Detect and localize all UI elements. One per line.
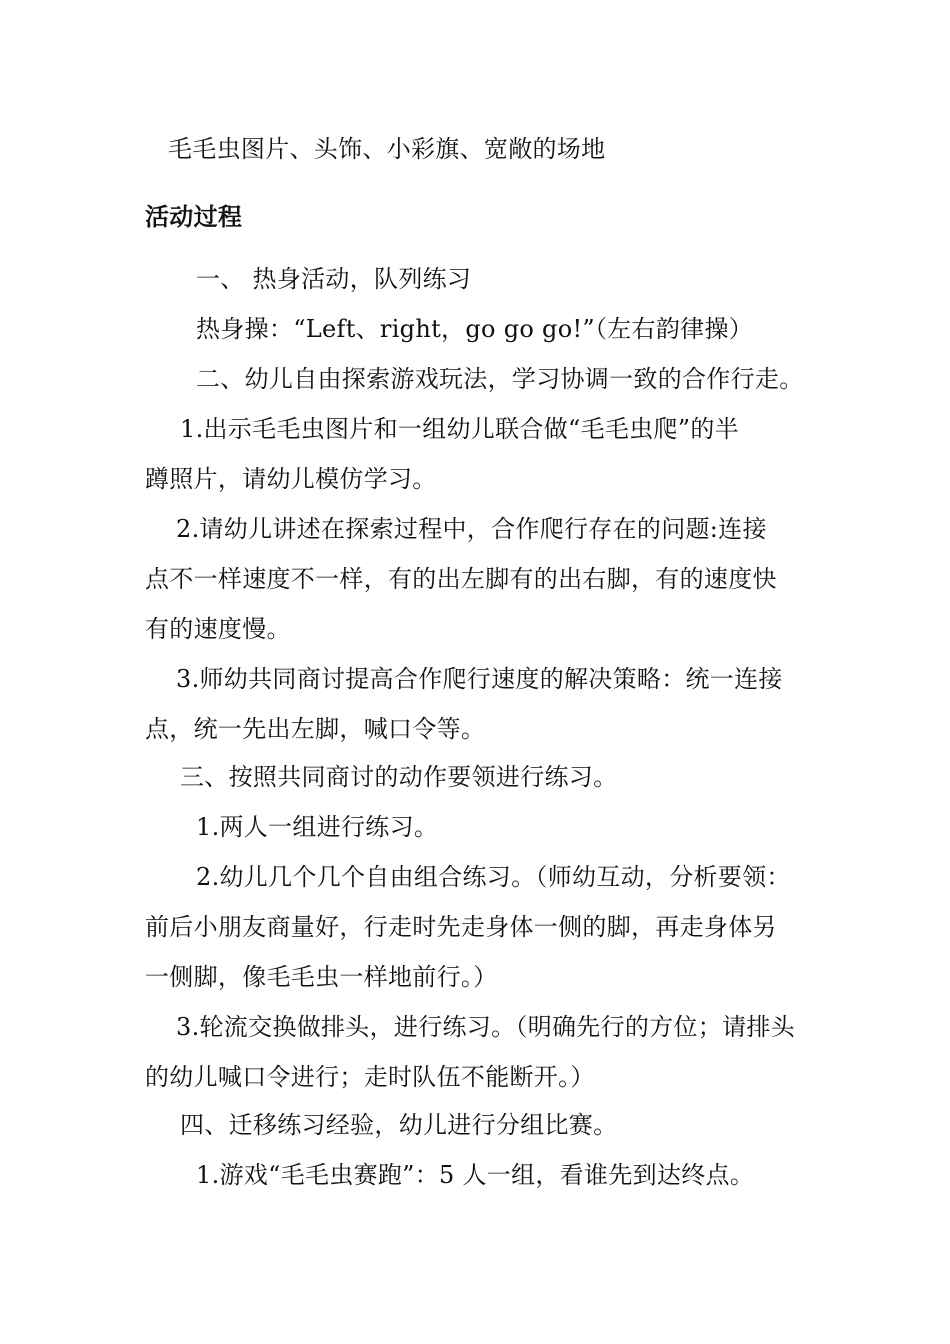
- paragraph-line: 的幼儿喊口令进行；走时队伍不能断开。）: [145, 1063, 595, 1091]
- paragraph-line: 一侧脚，像毛毛虫一样地前行。）: [145, 963, 498, 991]
- paragraph-line: 二、幼儿自由探索游戏玩法，学习协调一致的合作行走。: [196, 365, 804, 393]
- paragraph-line: 3.师幼共同商讨提高合作爬行速度的解决策略：统一连接: [176, 665, 783, 693]
- paragraph-line: 热身操：“Left、right，go go go!”（左右韵律操）: [196, 315, 754, 343]
- paragraph-line: 2.幼儿几个几个自由组合练习。（师幼互动，分析要领：: [196, 863, 791, 891]
- paragraph-line: 一、 热身活动，队列练习: [196, 265, 472, 293]
- paragraph-line: 1.游戏“毛毛虫赛跑”：5 人一组，看谁先到达终点。: [196, 1161, 755, 1189]
- paragraph-line: 2.请幼儿讲述在探索过程中，合作爬行存在的问题:连接: [176, 515, 767, 543]
- paragraph-line: 有的速度慢。: [145, 615, 291, 643]
- paragraph-line: 前后小朋友商量好，行走时先走身体一侧的脚，再走身体另: [145, 913, 777, 941]
- paragraph-line: 四、迁移练习经验，幼儿进行分组比赛。: [180, 1111, 618, 1139]
- paragraph-line: 三、按照共同商讨的动作要领进行练习。: [180, 763, 618, 791]
- paragraph-line: 1.出示毛毛虫图片和一组幼儿联合做“毛毛虫爬”的半: [180, 415, 739, 443]
- paragraph-line: 点，统一先出左脚，喊口令等。: [145, 715, 486, 743]
- paragraph-line: 蹲照片，请幼儿模仿学习。: [145, 465, 437, 493]
- paragraph-line: 1.两人一组进行练习。: [196, 813, 439, 841]
- paragraph-line: 3.轮流交换做排头，进行练习。（明确先行的方位；请排头: [176, 1013, 795, 1041]
- paragraph-line: 点不一样速度不一样，有的出左脚有的出右脚，有的速度快: [145, 565, 777, 593]
- section-heading: 活动过程: [145, 202, 243, 231]
- materials-line: 毛毛虫图片、头饰、小彩旗、宽敞的场地: [168, 135, 606, 163]
